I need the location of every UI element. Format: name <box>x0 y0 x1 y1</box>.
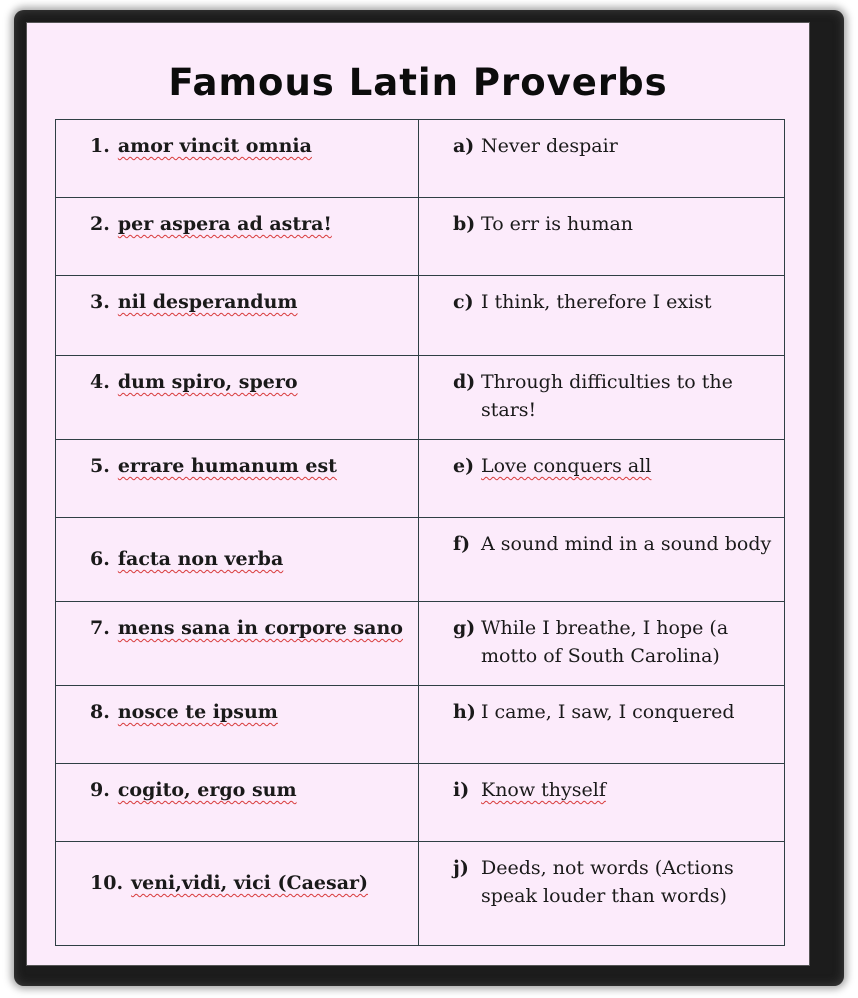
row-number: 9. <box>90 779 110 801</box>
row-letter: g) <box>453 617 476 639</box>
table-row <box>56 276 785 356</box>
english-text: Never despair <box>481 135 618 157</box>
row-number: 4. <box>90 371 110 393</box>
english-cell <box>419 440 785 518</box>
english-text: While I breathe, I hope (a motto of South Carolina) <box>481 617 729 667</box>
latin-text: veni,vidi, vici (Caesar) <box>131 872 369 894</box>
row-number: 7. <box>90 617 110 639</box>
latin-text: cogito, ergo sum <box>117 779 297 801</box>
table-row <box>56 518 785 602</box>
row-letter: f) <box>453 533 471 555</box>
latin-cell <box>56 842 419 946</box>
latin-cell <box>56 764 419 842</box>
row-letter: i) <box>453 779 470 801</box>
latin-text: nil desperandum <box>117 291 298 313</box>
english-cell <box>419 686 785 764</box>
row-number: 1. <box>90 135 110 157</box>
table-row <box>56 686 785 764</box>
latin-cell <box>56 356 419 440</box>
latin-text: amor vincit omnia <box>117 135 312 157</box>
english-cell <box>419 518 785 602</box>
row-letter: b) <box>453 213 476 235</box>
row-number: 3. <box>90 291 110 313</box>
english-text: Deeds, not words (Actions speak louder than words) <box>481 857 734 907</box>
latin-cell <box>56 198 419 276</box>
english-text: To err is human <box>481 213 634 235</box>
page-title: Famous Latin Proverbs <box>168 61 668 104</box>
row-letter: h) <box>453 701 476 723</box>
english-cell <box>419 198 785 276</box>
english-text: A sound mind in a sound body <box>481 533 772 555</box>
latin-cell <box>56 440 419 518</box>
table-row <box>56 440 785 518</box>
worksheet <box>26 22 810 966</box>
latin-text: facta non verba <box>117 548 284 570</box>
english-text: I think, therefore I exist <box>481 291 712 313</box>
row-letter: d) <box>453 371 476 393</box>
english-text: I came, I saw, I conquered <box>481 701 735 723</box>
proverbs-table <box>55 119 785 946</box>
english-text: Through difficulties to the stars! <box>481 371 733 421</box>
table-row <box>56 120 785 198</box>
row-number: 5. <box>90 455 110 477</box>
english-text: Love conquers all <box>481 455 652 477</box>
table-row <box>56 842 785 946</box>
row-number: 10. <box>90 872 124 894</box>
latin-text: nosce te ipsum <box>117 701 278 723</box>
row-number: 8. <box>90 701 110 723</box>
english-cell <box>419 120 785 198</box>
latin-cell <box>56 686 419 764</box>
english-cell <box>419 842 785 946</box>
row-number: 2. <box>90 213 110 235</box>
row-letter: c) <box>453 291 474 313</box>
row-letter: e) <box>453 455 475 477</box>
row-letter: j) <box>453 857 469 879</box>
latin-text: dum spiro, spero <box>117 371 298 393</box>
latin-cell <box>56 602 419 686</box>
table-row <box>56 602 785 686</box>
table-row <box>56 764 785 842</box>
english-cell <box>419 276 785 356</box>
english-cell <box>419 356 785 440</box>
latin-cell <box>56 518 419 602</box>
latin-text: errare humanum est <box>117 455 337 477</box>
english-cell <box>419 764 785 842</box>
row-letter: a) <box>453 135 475 157</box>
latin-cell <box>56 120 419 198</box>
english-text: Know thyself <box>481 779 606 801</box>
table-row <box>56 198 785 276</box>
table-row <box>56 356 785 440</box>
latin-text: per aspera ad astra! <box>117 213 332 235</box>
latin-text: mens sana in corpore sano <box>117 617 403 639</box>
row-number: 6. <box>90 548 110 570</box>
english-cell <box>419 602 785 686</box>
latin-cell <box>56 276 419 356</box>
